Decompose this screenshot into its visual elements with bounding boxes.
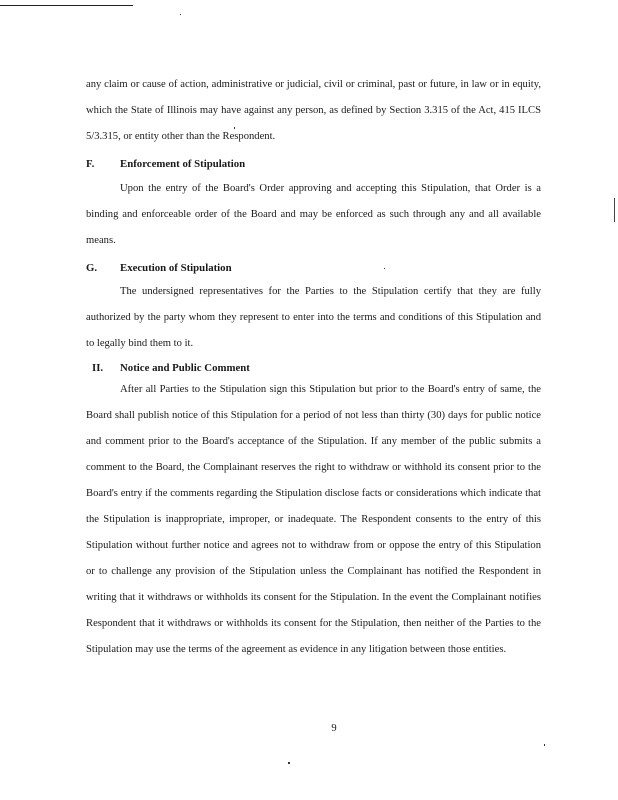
scan-speck — [180, 14, 181, 15]
scan-speck — [544, 744, 545, 746]
section-title: Notice and Public Comment — [120, 362, 250, 374]
scan-speck — [384, 268, 385, 269]
margin-mark — [614, 198, 615, 222]
page-number: 9 — [331, 723, 337, 734]
section-title: Execution of Stipulation — [120, 262, 232, 274]
section-title: Enforcement of Stipulation — [120, 158, 246, 170]
section-body-f: Upon the entry of the Board's Order approving and accepting this Stipulation, that Order is a binding and enforceable order of the Board and may be enforced as such through any and all available means. — [86, 183, 541, 246]
section-number: G. — [86, 262, 98, 274]
section-body-g: The undersigned representatives for the Parties to the Stipulation certify that they are fully authorized by the party whom they represent to enter into the terms and conditions of this Stipulation and to legally bind them to it. — [86, 286, 541, 349]
scan-speck — [288, 762, 290, 764]
continuation-paragraph: any claim or cause of action, administrative or judicial, civil or criminal, past or future, in law or in equity, which the State of Illinois may have against any person, as defined by Section 3.315 of the Act, 415 ILCS 5/3.315, or entity other than the Respondent. — [86, 79, 541, 142]
section-number: F. — [86, 158, 95, 170]
top-rule — [0, 5, 133, 6]
section-body-ii: After all Parties to the Stipulation sign this Stipulation but prior to the Board's entry of same, the Board shall publish notice of this Stipulation for a period of not less than thirty (30) days for public notice and comment prior to the Board's acceptance of the Stipulation. If any member of the public submits a comment to the Board, the Complainant reserves the right to withdraw or withhold its consent prior to the Board's entry if the comments regarding the Stipulation disclose facts or considerations which indicate that the Stipulation is inappropriate, improper, or inadequate. The Respondent consents to the entry of this Stipulation without further notice and agrees not to withdraw from or oppose the entry of this Stipulation or to challenge any provision of the Stipulation unless the Complainant has notified the Respondent in writing that it withdraws or withholds its consent for the Stipulation. In the event the Complainant notifies Respondent that it withdraws or withholds its consent for the Stipulation, then neither of the Parties to the Stipulation may use the terms of the agreement as evidence in any litigation between those entities. — [86, 384, 541, 655]
section-number: II. — [92, 362, 104, 374]
scan-speck — [234, 127, 235, 129]
